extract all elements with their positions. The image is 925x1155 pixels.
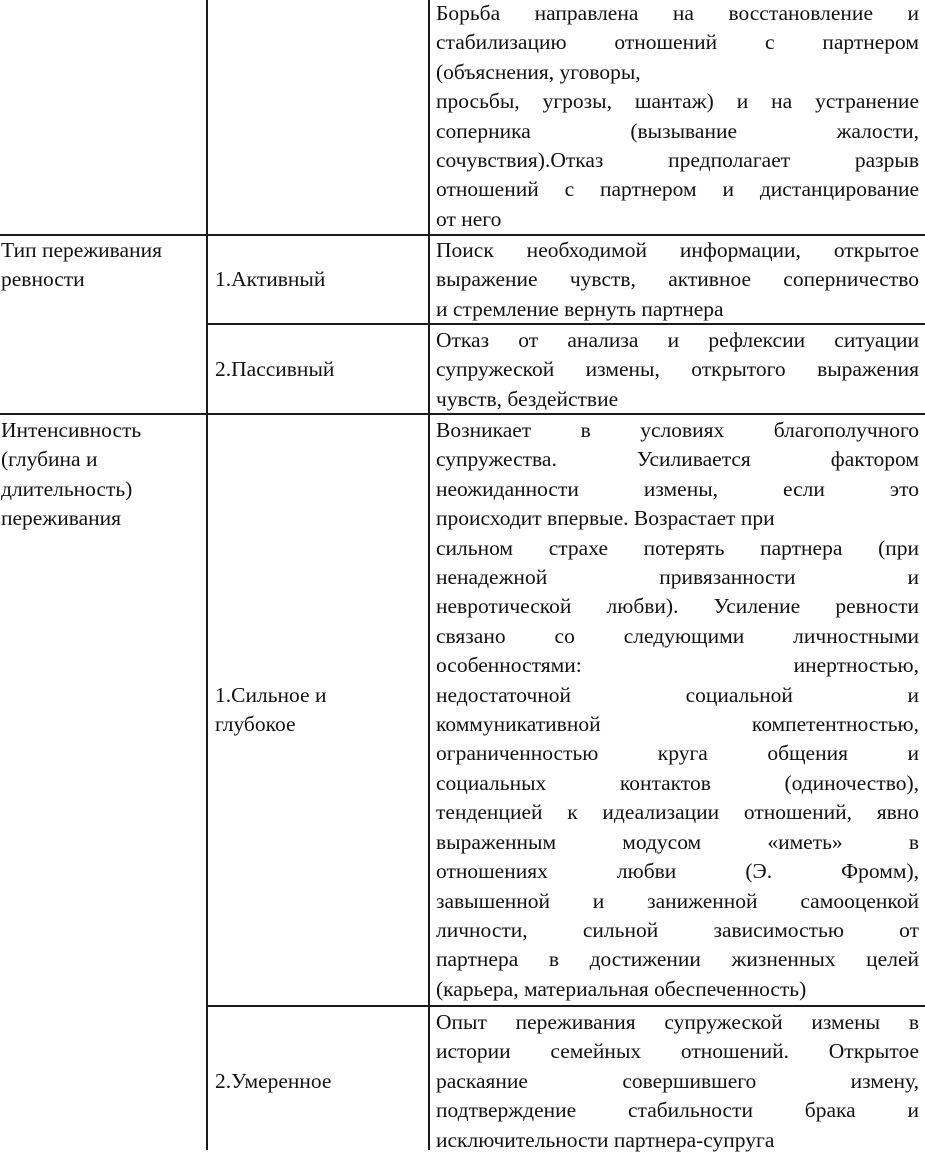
criterion-line: переживания [1,506,122,531]
description-cell-active [436,236,919,324]
table-border-col2-left [206,0,208,1150]
description-line: сильном страхе потерять партнера (при [436,535,919,560]
description-line: выраженным модусом «иметь» в [436,829,919,854]
description-line: (карьера, материальная обеспеченность) [436,976,807,1001]
description-line: Возникает в условиях благополучного [436,418,919,442]
description-line: супружеской измены, открытого выражения [436,357,919,382]
type-label: 2.Пассивный [215,357,335,381]
type-label: 1.Активный [215,267,326,291]
type-cell-moderate [215,1067,420,1096]
type-cell-active [215,265,420,294]
criterion-line: Тип переживания [1,238,162,262]
description-line: раскаяние совершившего измену, [436,1068,919,1093]
criterion-cell-jealousy-type [1,236,201,295]
description-line: коммуникативной компетентностью, [436,712,919,737]
description-line: ненадежной привязанности и [436,565,919,590]
description-cell-passive [436,326,919,414]
description-line: супружества. Усиливается фактором [436,447,919,472]
type-cell-strong-deep [215,681,420,740]
type-cell-passive [215,355,420,384]
description-line: Отказ от анализа и рефлексии ситуации [436,328,919,352]
type-label: 2.Умеренное [215,1069,332,1093]
description-line: сочувствия).Отказ предполагает разрыв [436,148,919,173]
description-line: социальных контактов (одиночество), [436,770,919,795]
description-line: невротической любви). Усиление ревности [436,594,919,619]
description-line: стабилизацию отношений с партнером [436,30,919,55]
criterion-line: длительность) [1,476,133,501]
description-line: соперника (вызывание жалости, [436,118,919,143]
table-border-col3-left [428,0,430,1150]
type-label: глубокое [215,712,296,737]
description-line: тенденцией к идеализации отношений, явно [436,800,919,825]
description-line: Поиск необходимой информации, открытое [436,238,919,262]
description-line: личности, сильной зависимостью от [436,917,919,942]
description-line: Опыт переживания супружеской измены в [436,1010,919,1034]
description-line: завышенной и заниженной самооценкой [436,888,919,913]
description-line: истории семейных отношений. Открытое [436,1039,919,1064]
description-line: происходит впервые. Возрастает при [436,506,775,531]
criterion-line: Интенсивность [1,418,142,442]
description-line: и стремление вернуть партнера [436,296,724,321]
description-cell-strong-deep [436,416,919,1004]
description-line: ограниченностью круга общения и [436,741,919,766]
description-line: особенностями: инертностью, [436,653,919,678]
description-line: недостаточной социальной и [436,682,919,707]
table-border-row4-bottom [206,1005,925,1007]
description-cell-moderate [436,1008,919,1155]
description-line: подтверждение стабильности брака и [436,1098,919,1123]
description-line: исключительности партнера-супруга [436,1127,775,1152]
description-line: (объяснения, уговоры, [436,59,641,84]
description-line: Борьба направлена на восстановление и [436,1,919,25]
description-line: партнера в достижении жизненных целей [436,947,919,972]
description-line: неожиданности измены, если это [436,476,919,501]
type-label: 1.Сильное и [215,683,327,707]
description-line: отношениях любви (Э. Фромм), [436,859,919,884]
description-line: связано со следующими личностными [436,623,919,648]
description-cell-row1 [436,0,919,234]
description-line: от него [436,206,502,231]
criterion-line: (глубина и [1,447,98,472]
criterion-line: ревности [1,267,85,292]
description-line: чувств, бездействие [436,386,619,411]
criterion-cell-intensity [1,416,201,534]
description-line: выражение чувств, активное соперничество [436,267,919,292]
description-line: просьбы, угрозы, шантаж) и на устранение [436,89,919,114]
description-line: отношений с партнером и дистанцирование [436,177,919,202]
